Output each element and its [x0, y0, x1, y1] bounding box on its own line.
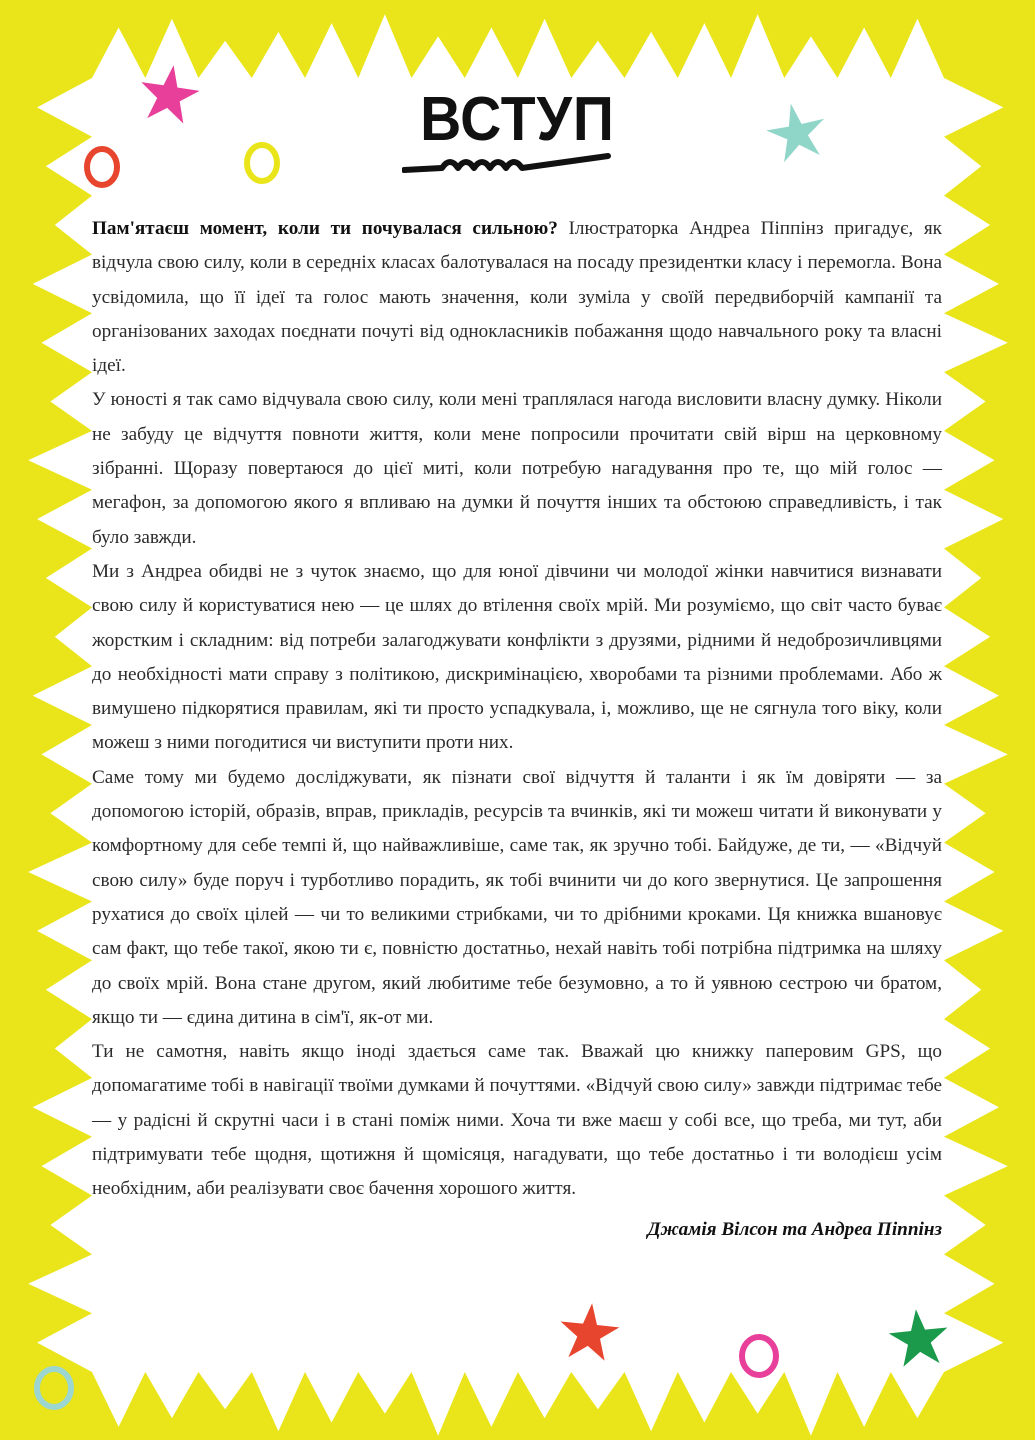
- signature: Джамія Вілсон та Андреа Піппінз: [647, 1218, 942, 1240]
- lead-question: Пам'ятаєш момент, коли ти почувалася сильною?: [92, 218, 558, 239]
- paragraph-3: [92, 555, 942, 761]
- page-title: ВСТУП: [420, 85, 615, 154]
- title-underline-squiggle: [402, 148, 612, 176]
- teal-star-icon: [764, 100, 830, 166]
- body-text: [92, 212, 942, 1247]
- paragraph-2: [92, 383, 942, 554]
- yellow-ring-icon: [240, 138, 284, 188]
- paragraph-1: [92, 212, 942, 383]
- red-star-icon: [556, 1300, 622, 1366]
- paragraph-text: Ілюстраторка Андреа Піппінз пригадує, як відчула свою силу, коли в середніх класах балотувалася на посаду президентки класу і перемогла. Вона усвідомила, що її ідеї та голос мають значення, коли зуміла у своїй передвиборчій кампанії та організованих заходах поєднати почуті від однокласників побажання щодо навчального року та власні ідеї.: [92, 218, 942, 377]
- green-star-icon: [886, 1306, 952, 1372]
- teal-ring-icon: [30, 1362, 78, 1414]
- paragraph-text: У юності я так само відчувала свою силу, коли мені траплялася нагода висловити власну думку. Ніколи не забуду це відчуття повноти життя, коли мене попросили прочитати свій вірш на церковному зібранні. Щоразу повертаюся до цієї миті, коли потребую нагадування про те, що мій голос — мегафон, за допомогою якого я впливаю на думки й почуття інших та обстоюю справедливість, і так було завжди.: [92, 389, 942, 548]
- paragraph-text: Ти не самотня, навіть якщо іноді здається саме так. Вважай цю книжку паперовим GPS, що допомагатиме тобі в навігації твоїми думками й почуттями. «Відчуй свою силу» завжди підтримає тебе — у радісні й скрутні часи і в стані поміж ними. Хоча ти вже маєш у собі все, що треба, ми тут, аби підтримувати тебе щодня, щотижня й щомісяця, нагадувати, що тебе достатньо і ти володієш усім необхідним, аби реалізувати своє бачення хорошого життя.: [92, 1041, 942, 1200]
- paragraph-5: [92, 1035, 942, 1206]
- paragraph-text: Ми з Андреа обидві не з чуток знаємо, що для юної дівчини чи молодої жінки навчитися визнавати свою силу й користуватися нею — це шлях до втілення своїх мрій. Ми розуміємо, що світ часто буває жорстким і складним: від потреби залагоджувати конфлікти з друзями, рідними й недоброзичливцями до необхідності мати справу з політикою, дискримінацією, хворобами та різними проблемами. Або ж вимушено підкорятися правилам, які ти просто успадкувала, і, можливо, ще не сягнула того віку, коли можеш з ними погодитися чи виступити проти них.: [92, 560, 942, 754]
- pink-star-icon: [136, 62, 202, 128]
- paragraph-4: [92, 761, 942, 1035]
- paragraph-text: Саме тому ми будемо досліджувати, як пізнати свої відчуття й таланти і як їм довіряти — за допомогою історій, образів, вправ, прикладів, ресурсів та вчинків, які ти можеш читати й виконувати у комфортному для себе темпі й, що найважливіше, саме так, як зручно тобі. Байдуже, де ти, — «Відчуй свою силу» буде поруч і турботливо порадить, як тобі вчинити чи до кого звернутися. Це запрошення рухатися до своїх цілей — чи то великими стрибками, чи то дрібними кроками. Ця книжка вшановує сам факт, що тебе такої, якою ти є, повністю достатньо, нехай навіть тобі потрібна підтримка на шляху до своїх мрій. Вона стане другом, який любитиме тебе безумовно, а то й уявною сестрою чи братом, якщо ти — єдина дитина в сім'ї, як-от ми.: [92, 766, 942, 1028]
- red-ring-icon: [80, 142, 124, 192]
- pink-ring-icon: [735, 1330, 783, 1382]
